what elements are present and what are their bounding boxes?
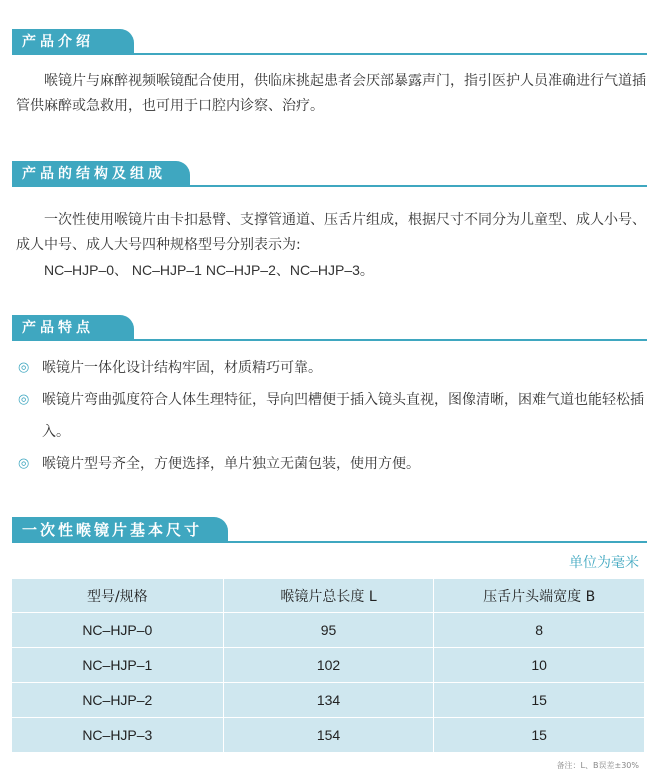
table-header-row	[12, 579, 645, 613]
section-title: 产品介绍	[12, 29, 134, 55]
feature-list	[18, 352, 646, 480]
width-cell: 15	[434, 683, 645, 718]
width-cell: 10	[434, 648, 645, 683]
length-cell: 154	[223, 718, 434, 753]
circle-bullet-icon: ◎	[18, 392, 30, 407]
section-header-features	[12, 311, 647, 341]
length-cell: 95	[223, 613, 434, 648]
model-cell: NC–HJP–1	[12, 648, 224, 683]
table-row	[12, 683, 645, 718]
width-cell: 15	[434, 718, 645, 753]
intro-paragraph: 喉镜片与麻醉视频喉镜配合使用，供临床挑起患者会厌部暴露声门，指引医护人员准确进行气道插管供麻醉或急救用，也可用于口腔内诊察、治疗。	[16, 73, 646, 114]
column-header: 型号/规格	[12, 579, 224, 613]
feature-text: 喉镜片弯曲弧度符合人体生理特征，导向凹槽便于插入镜头直视，图像清晰，困难气道也能轻松插入。	[42, 392, 644, 440]
circle-bullet-icon: ◎	[18, 456, 30, 471]
section-header-intro	[12, 25, 647, 55]
section-header-structure	[12, 157, 647, 187]
length-cell: 134	[223, 683, 434, 718]
length-cell: 102	[223, 648, 434, 683]
table-row	[12, 613, 645, 648]
section-header-dimensions	[12, 513, 647, 543]
feature-text: 喉镜片一体化设计结构牢固，材质精巧可靠。	[42, 360, 322, 376]
circle-bullet-icon: ◎	[18, 360, 30, 375]
list-item	[18, 384, 646, 448]
table-row	[12, 648, 645, 683]
section-title: 一次性喉镜片基本尺寸	[12, 517, 228, 543]
dimension-table	[11, 578, 645, 753]
width-cell: 8	[434, 613, 645, 648]
list-item	[18, 352, 646, 384]
column-header: 喉镜片总长度 L	[223, 579, 434, 613]
model-cell: NC–HJP–0	[12, 613, 224, 648]
column-header: 压舌片头端宽度 B	[434, 579, 645, 613]
section-title: 产品的结构及组成	[12, 161, 190, 187]
unit-label: 单位为毫米	[569, 555, 639, 571]
feature-text: 喉镜片型号齐全，方便选择，单片独立无菌包装，使用方便。	[42, 456, 420, 472]
table-row	[12, 718, 645, 753]
structure-paragraph: 一次性使用喉镜片由卡扣悬臂、支撑管通道、压舌片组成，根据尺寸不同分为儿童型、成人小号、成人中号、成人大号四种规格型号分别表示为:	[16, 212, 646, 253]
model-cell: NC–HJP–2	[12, 683, 224, 718]
model-cell: NC–HJP–3	[12, 718, 224, 753]
tolerance-note: 备注：L、B误差±30%	[556, 761, 639, 770]
list-item	[18, 448, 646, 480]
model-list: NC–HJP–0、 NC–HJP–1 NC–HJP–2、NC–HJP–3。	[44, 262, 374, 278]
section-title: 产品特点	[12, 315, 134, 341]
